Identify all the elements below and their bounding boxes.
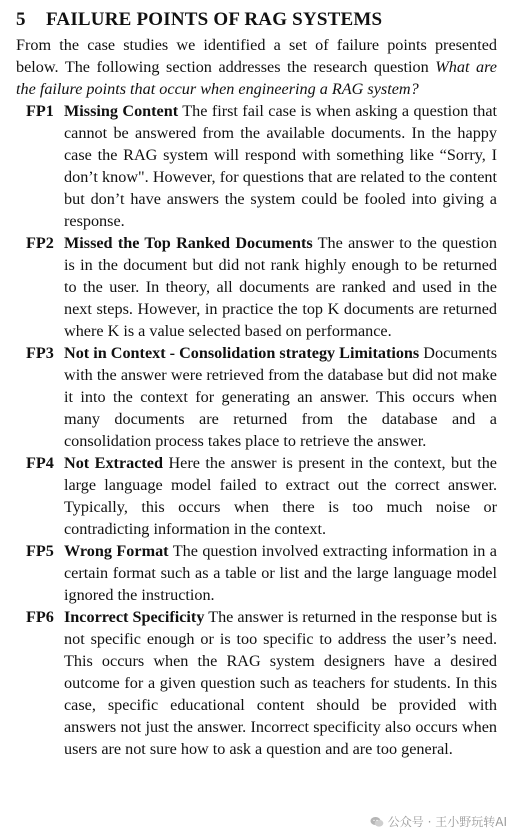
- failure-point-text: The answer to the question is in the document but did not rank highly enough to be returned to the user. In theory, all documents are ranked and used in the next steps. However, in practice the top K documents are returned where K is a value selected based on performance.: [64, 234, 497, 340]
- failure-point-item: [16, 342, 497, 452]
- section-heading: [16, 8, 497, 32]
- intro-text: From the case studies we identified a set of failure points presented below. The following section addresses the research question: [16, 36, 497, 76]
- failure-point-item: [16, 232, 497, 342]
- failure-point-text: Here the answer is present in the context, but the large language model failed to extract out the correct answer. Typically, this occurs when there is too much noise or contradicting information in the context.: [64, 454, 497, 538]
- failure-point-title: Wrong Format: [64, 542, 169, 560]
- failure-point-item: [16, 606, 497, 760]
- failure-point-title: Incorrect Specificity: [64, 608, 205, 626]
- research-question: What are the failure points that occur when engineering a RAG system?: [16, 58, 497, 98]
- failure-point-text: The question involved extracting information in a certain format such as a table or list and the large language model ignored the instruction.: [64, 542, 497, 604]
- failure-point-id: FP1: [26, 102, 54, 120]
- failure-point-id: FP3: [26, 344, 54, 362]
- watermark-text: 公众号 · 王小野玩转AI: [387, 815, 507, 829]
- failure-point-text: The answer is returned in the response but is not specific enough or is too specific to address the user’s need. This occurs when the RAG system designers have a desired outcome for a given question such as teachers for students. In this case, specific educational content should be provided with answers not just the answer. Incorrect specificity also occurs when users are not sure how to ask a question and are too general.: [64, 608, 497, 758]
- section-number: 5: [16, 9, 26, 30]
- failure-point-title: Missing Content: [64, 102, 179, 120]
- failure-point-title: Missed the Top Ranked Documents: [64, 234, 313, 252]
- failure-point-text: Documents with the answer were retrieved from the database but did not make it into the context for generating an answer. This occurs when many documents are returned from the database and a consolidation process takes place to retrieve the answer.: [64, 344, 498, 450]
- failure-point-item: [16, 452, 497, 540]
- failure-point-title: Not in Context - Consolidation strategy Limitations: [64, 344, 420, 362]
- section-title: FAILURE POINTS OF RAG SYSTEMS: [46, 9, 383, 30]
- intro-paragraph: [16, 34, 497, 100]
- failure-point-list: [16, 100, 497, 760]
- paper-page: [16, 8, 497, 760]
- failure-point-id: FP2: [26, 234, 54, 252]
- failure-point-title: Not Extracted: [64, 454, 163, 472]
- failure-point-id: FP5: [26, 542, 54, 560]
- failure-point-item: [16, 540, 497, 606]
- watermark: [370, 813, 507, 830]
- failure-point-item: [16, 100, 497, 232]
- failure-point-id: FP6: [26, 608, 54, 626]
- failure-point-id: FP4: [26, 454, 54, 472]
- wechat-icon: [370, 815, 384, 829]
- failure-point-text: The first fail case is when asking a question that cannot be answered from the available documents. In the happy case the RAG system will respond with something like “Sorry, I don’t know". However, for questions that are related to the content but don’t have answers the system could be fooled into giving a response.: [64, 102, 497, 230]
